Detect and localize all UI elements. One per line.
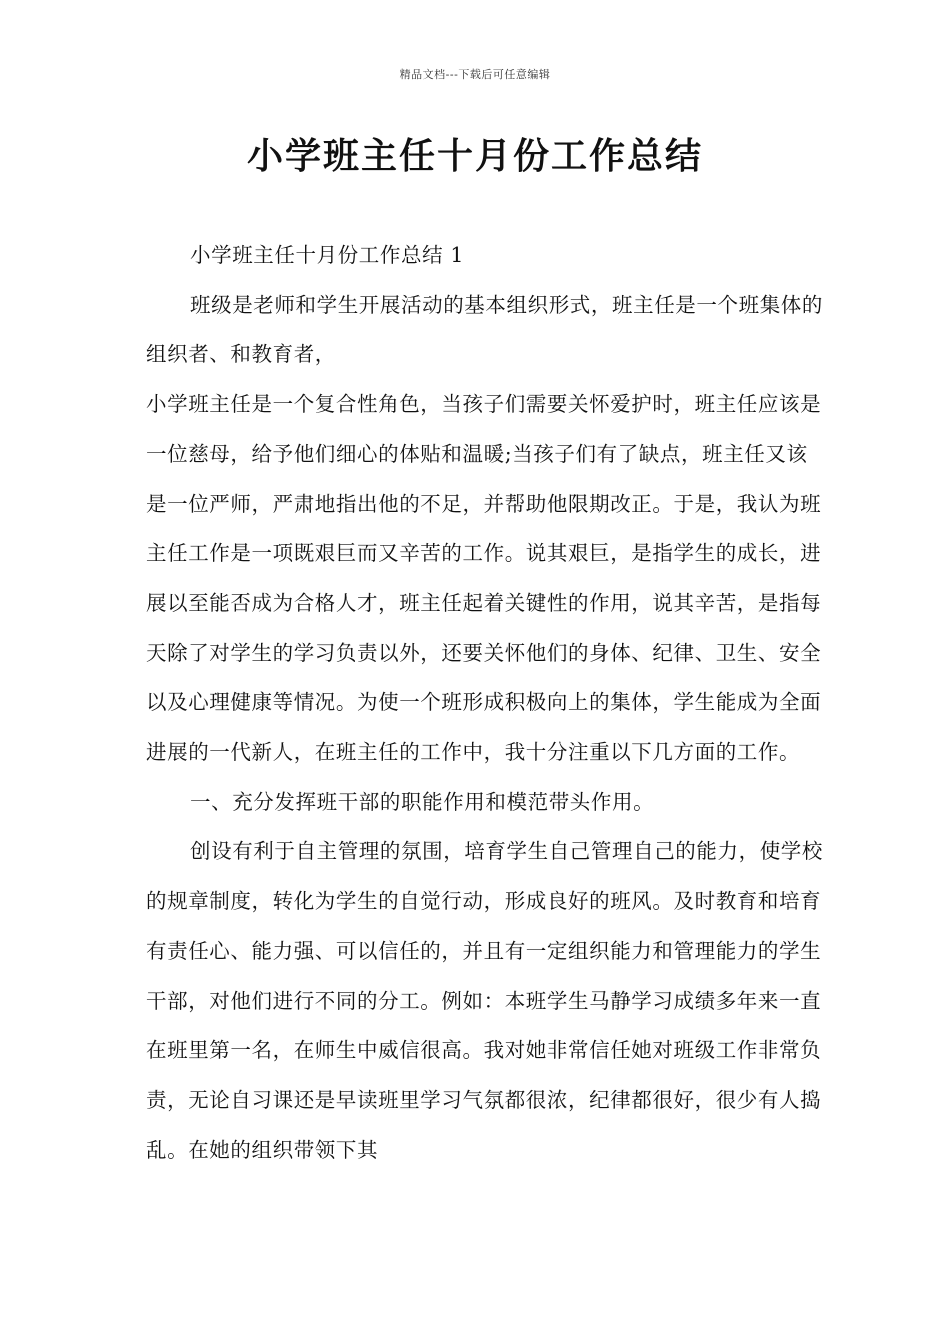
header-note: 精品文档---下载后可任意编辑 xyxy=(399,68,551,81)
subsection-heading: 一、充分发挥班干部的职能作用和模范带头作用。 xyxy=(190,789,655,814)
paragraph: 创设有利于自主管理的氛围，培育学生自己管理自己的能力，使学校的规章制度，转化为学生的自觉行动，形成良好的班风。及时教育和培育有责任心、能力强、可以信任的，并且有一定组织能力和管理能力的学生干部，对他们进行不同的分工。例如：本班学生马静学习成绩多年来一直在班里第一名，在师生中威信很高。我对她非常信任她对班级工作非常负责，无论自习课还是早读班里学习气氛都很浓，纪律都很好，很少有人捣乱。在她的组织带领下其 xyxy=(146,839,823,1162)
paragraph: 班级是老师和学生开展活动的基本组织形式，班主任是一个班集体的组织者、和教育者， xyxy=(146,292,823,367)
section-heading: 小学班主任十月份工作总结 1 xyxy=(190,243,464,267)
paragraph: 小学班主任是一个复合性角色，当孩子们需要关怀爱护时，班主任应该是一位慈母，给予他们细心的体贴和温暖;当孩子们有了缺点，班主任又该是一位严师，严肃地指出他的不足，并帮助他限期改正。于是，我认为班主任工作是一项既艰巨而又辛苦的工作。说其艰巨，是指学生的成长，进展以至能否成为合格人才，班主任起着关键性的作用，说其辛苦，是指每天除了对学生的学习负责以外，还要关怀他们的身体、纪律、卫生、安全以及心理健康等情况。为使一个班形成积极向上的集体，学生能成为全面进展的一代新人，在班主任的工作中，我十分注重以下几方面的工作。 xyxy=(146,392,822,765)
document-body xyxy=(146,231,826,1175)
document-title: 小学班主任十月份工作总结 xyxy=(246,135,703,177)
